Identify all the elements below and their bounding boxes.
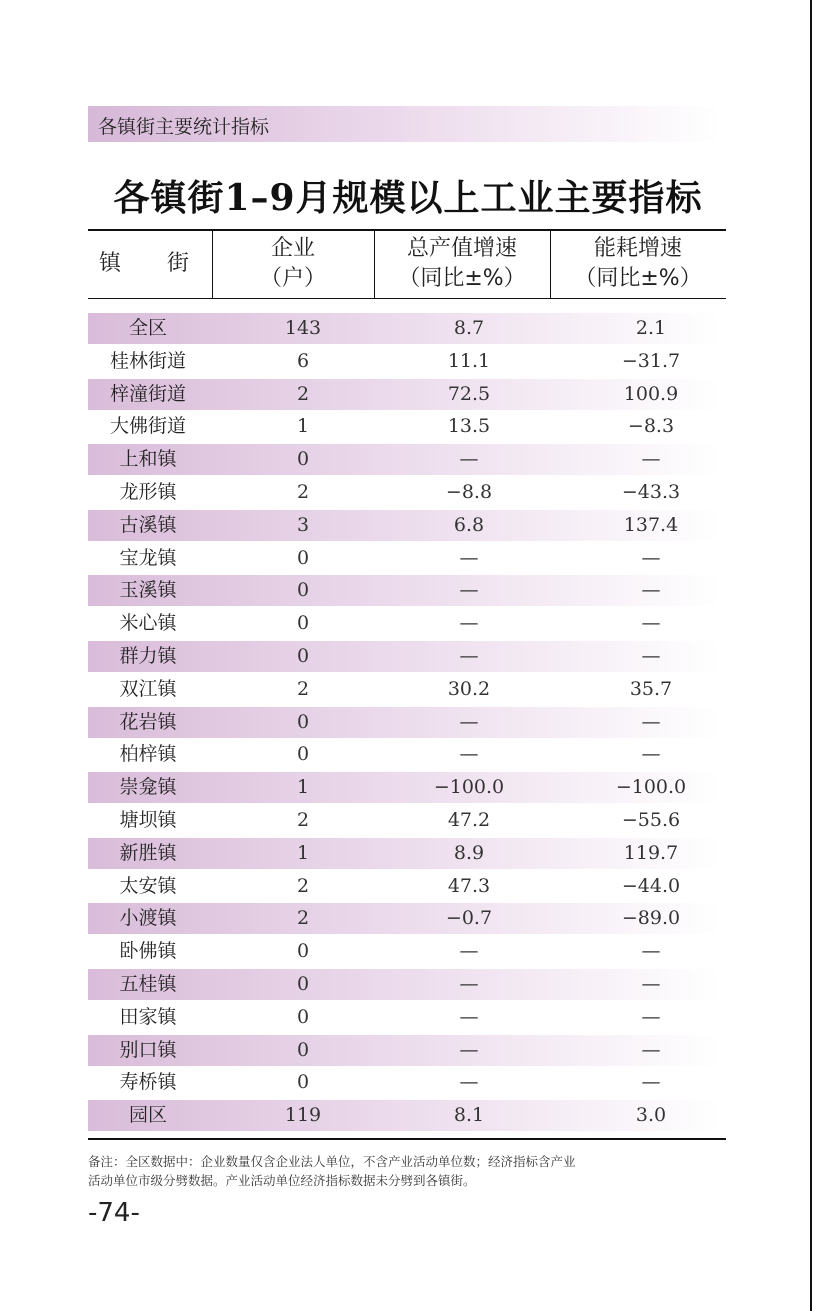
enterprises-cell: 1 [296,776,310,799]
table-body [88,312,726,1132]
town-cell: 卧佛镇 [119,940,177,963]
table-row [88,738,726,771]
output-growth-cell: 47.3 [447,874,491,897]
output-growth-cell: 11.1 [447,349,491,372]
town-cell: 桂林街道 [109,349,186,372]
header-energy-growth [550,230,726,298]
table-row [88,1099,726,1132]
enterprises-cell: 2 [296,874,310,897]
enterprises-cell: 0 [296,644,310,667]
energy-growth-cell: — [641,1005,661,1028]
table-row [88,574,726,607]
table-row [88,968,726,1001]
enterprises-cell: 0 [296,1005,310,1028]
town-cell: 园区 [128,1104,167,1127]
town-cell: 五桂镇 [119,972,177,995]
output-growth-cell: 13.5 [447,415,491,438]
enterprises-cell: 0 [296,579,310,602]
table-row [88,706,726,739]
town-cell: 大佛街道 [109,415,186,438]
town-cell: 米心镇 [119,612,177,635]
energy-growth-cell: 3.0 [635,1104,667,1127]
table-row [88,804,726,837]
output-growth-cell: 47.2 [447,808,491,831]
town-cell: 别口镇 [119,1038,177,1061]
table-note-line1: 备注：全区数据中：企业数量仅含企业法人单位，不含产业活动单位数；经济指标含产业 [88,1154,576,1169]
town-cell: 柏梓镇 [119,743,177,766]
output-growth-cell: — [459,743,479,766]
energy-growth-cell: 2.1 [635,317,667,339]
energy-growth-cell: — [641,743,661,766]
energy-growth-cell: — [641,972,661,995]
header-enterprises [212,230,374,298]
table-row [88,509,726,542]
energy-growth-cell: — [641,940,661,963]
output-growth-cell: −8.8 [445,480,493,503]
table-row [88,443,726,476]
town-cell: 梓潼街道 [109,382,186,405]
output-growth-cell: 8.9 [453,841,485,864]
town-cell: 田家镇 [119,1005,177,1028]
energy-growth-cell: −31.7 [621,349,681,372]
energy-growth-cell: — [641,1038,661,1061]
output-growth-cell: — [459,1038,479,1061]
enterprises-cell: 0 [296,710,310,733]
output-growth-cell: — [459,972,479,995]
table-row [88,607,726,640]
table-header [88,230,726,298]
enterprises-cell: 143 [284,317,322,339]
enterprises-cell: 0 [296,743,310,766]
energy-growth-cell: — [641,1071,661,1094]
header-enterprises-line2: （户） [259,266,326,291]
output-growth-cell: −0.7 [445,907,493,930]
output-growth-cell: — [459,612,479,635]
enterprises-cell: 0 [296,1071,310,1094]
output-growth-cell: — [459,710,479,733]
enterprises-cell: 0 [296,612,310,635]
town-cell: 上和镇 [119,448,177,471]
energy-growth-cell: −43.3 [621,480,681,503]
output-growth-cell: 72.5 [447,382,491,405]
energy-growth-cell: 137.4 [623,513,679,536]
header-output-growth-line1: 总产值增速 [406,236,517,261]
table-row [88,1001,726,1034]
town-cell: 太安镇 [119,874,177,897]
town-cell: 新胜镇 [119,841,177,864]
table-row [88,837,726,870]
enterprises-cell: 2 [296,677,310,700]
table-row [88,312,726,345]
energy-growth-cell: — [641,644,661,667]
table-row [88,935,726,968]
table-row [88,378,726,411]
enterprises-cell: 1 [296,841,310,864]
header-divider [374,230,375,298]
town-cell: 寿桥镇 [119,1071,177,1094]
enterprises-cell: 1 [296,415,310,438]
energy-growth-cell: 119.7 [623,841,679,864]
enterprises-cell: 3 [296,513,310,536]
table-header-rule [88,298,726,299]
header-output-growth [374,230,550,298]
town-cell: 古溪镇 [119,513,177,536]
table-bottom-rule [88,1138,726,1140]
output-growth-cell: 6.8 [453,513,485,536]
table-row [88,1066,726,1099]
enterprises-cell: 2 [296,480,310,503]
header-energy-growth-line2: （同比±%） [574,266,702,291]
energy-growth-cell: 35.7 [629,677,673,700]
section-banner [88,106,720,142]
energy-growth-cell: 100.9 [623,382,679,405]
energy-growth-cell: — [641,579,661,602]
output-growth-cell: — [459,940,479,963]
output-growth-cell: — [459,644,479,667]
table-row [88,476,726,509]
table-note-line2: 活动单位市级分劈数据。产业活动单位经济指标数据未分劈到各镇街。 [88,1173,476,1188]
energy-growth-cell: — [641,448,661,471]
output-growth-cell: — [459,448,479,471]
town-cell: 宝龙镇 [119,546,177,569]
table-row [88,902,726,935]
enterprises-cell: 2 [296,382,310,405]
header-divider [550,230,551,298]
output-growth-cell: 8.1 [453,1104,485,1127]
enterprises-cell: 119 [284,1104,322,1127]
table-note [88,1152,728,1190]
enterprises-cell: 0 [296,972,310,995]
table-row [88,673,726,706]
output-growth-cell: 30.2 [447,677,491,700]
energy-growth-cell: −100.0 [615,776,687,799]
town-cell: 玉溪镇 [119,579,177,602]
town-cell: 全区 [128,317,167,339]
section-banner-label: 各镇街主要统计指标 [98,116,270,138]
enterprises-cell: 6 [296,349,310,372]
town-cell: 崇龛镇 [119,776,177,799]
enterprises-cell: 2 [296,808,310,831]
output-growth-cell: — [459,579,479,602]
enterprises-cell: 0 [296,448,310,471]
table-row [88,870,726,903]
header-town-label: 镇 街 [98,251,201,276]
town-cell: 小渡镇 [119,907,177,930]
header-divider [212,230,213,298]
table-row [88,410,726,443]
energy-growth-cell: −44.0 [621,874,681,897]
page-edge-line [810,0,812,1311]
enterprises-cell: 0 [296,940,310,963]
page-title: 各镇街1–9月规模以上工业主要指标 [113,177,703,219]
header-enterprises-line1: 企业 [270,236,315,261]
town-cell: 双江镇 [119,677,177,700]
enterprises-cell: 2 [296,907,310,930]
table-row [88,771,726,804]
table-row [88,1034,726,1067]
output-growth-cell: −100.0 [433,776,505,799]
town-cell: 塘坝镇 [119,808,177,831]
enterprises-cell: 0 [296,1038,310,1061]
table-row [88,542,726,575]
energy-growth-cell: — [641,710,661,733]
town-cell: 龙形镇 [119,480,177,503]
output-growth-cell: — [459,1071,479,1094]
output-growth-cell: 8.7 [453,317,485,339]
enterprises-cell: 0 [296,546,310,569]
page-number: -74- [88,1198,140,1228]
energy-growth-cell: −8.3 [627,415,675,438]
header-town [88,230,212,298]
energy-growth-cell: −89.0 [621,907,681,930]
town-cell: 群力镇 [119,644,177,667]
table-row [88,345,726,378]
table-row [88,640,726,673]
town-cell: 花岩镇 [119,710,177,733]
energy-growth-cell: — [641,546,661,569]
header-output-growth-line2: （同比±%） [398,266,526,291]
header-energy-growth-line1: 能耗增速 [593,236,682,261]
output-growth-cell: — [459,1005,479,1028]
output-growth-cell: — [459,546,479,569]
energy-growth-cell: — [641,612,661,635]
energy-growth-cell: −55.6 [621,808,681,831]
